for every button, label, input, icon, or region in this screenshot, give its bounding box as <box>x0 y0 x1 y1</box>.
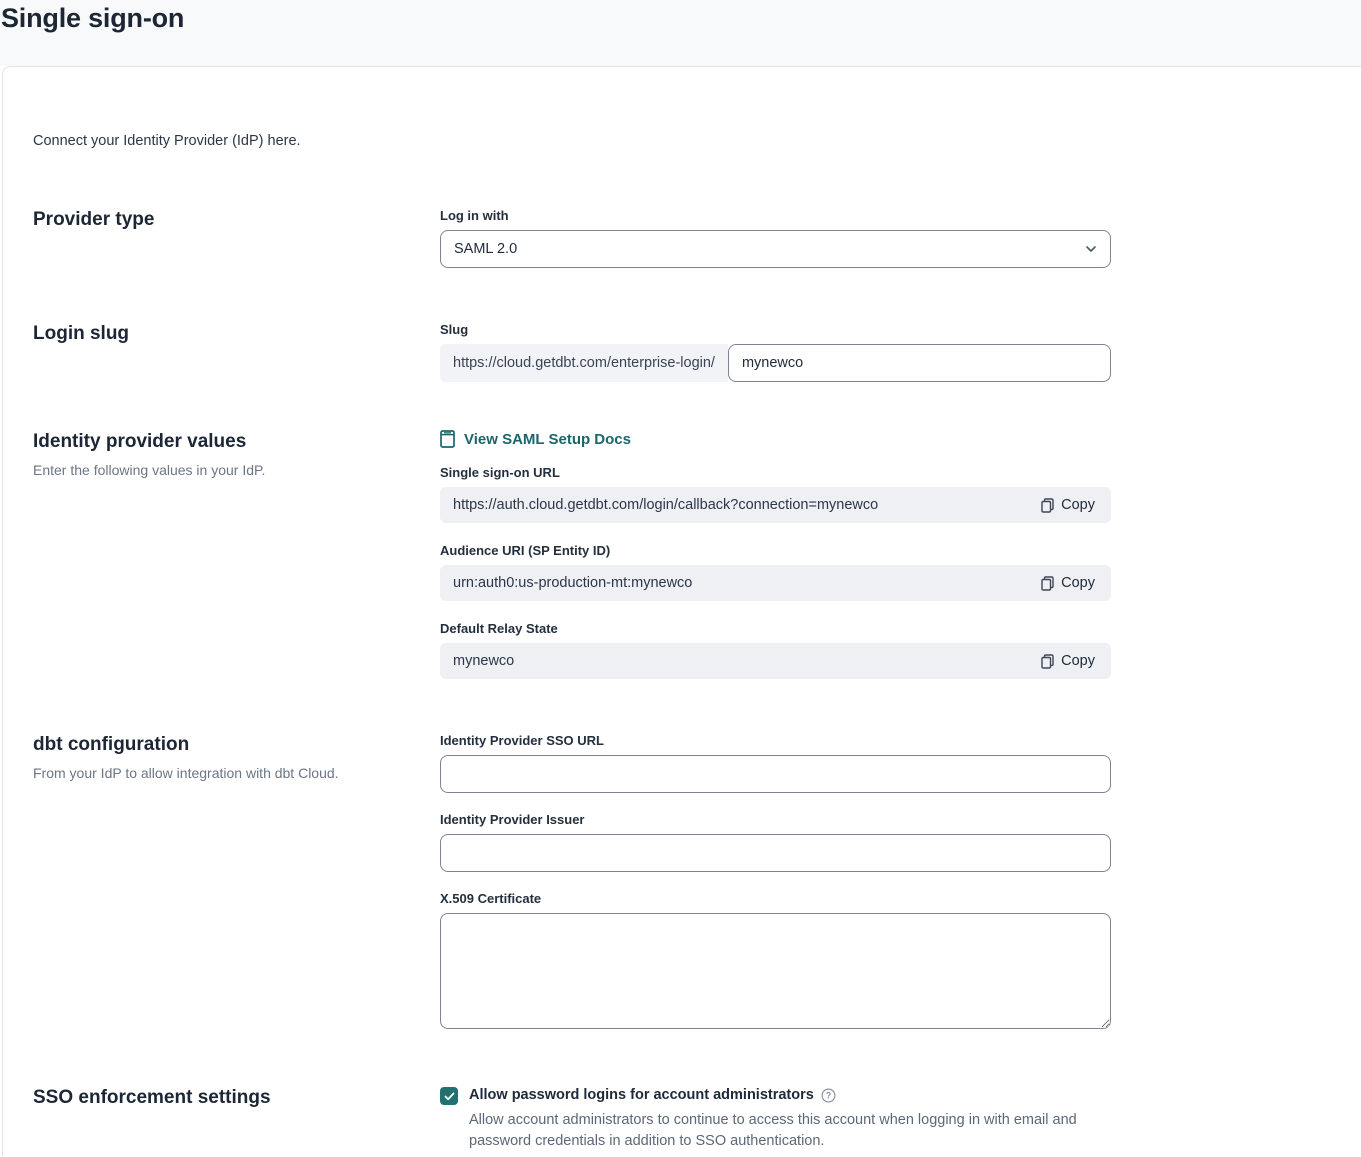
audience-uri-label: Audience URI (SP Entity ID) <box>440 543 611 558</box>
idp-values-heading: Identity provider values <box>33 431 247 452</box>
allow-password-logins-label: Allow password logins for account administrators ? <box>469 1087 836 1103</box>
audience-uri-copy-button[interactable] <box>1035 571 1101 595</box>
chevron-down-icon <box>1085 245 1097 253</box>
view-saml-docs-label: View SAML Setup Docs <box>464 430 631 448</box>
relay-state-field-group <box>440 621 1111 679</box>
svg-text:?: ? <box>825 1090 832 1101</box>
copy-button-label: Copy <box>1061 575 1095 591</box>
x509-certificate-textarea[interactable] <box>440 913 1111 1029</box>
slug-field-group <box>440 344 1111 382</box>
allow-password-logins-description: Allow account administrators to continue to access this account when logging in with email and password credentials in addition to SSO authentication. <box>469 1112 1077 1149</box>
relay-state-field <box>440 643 1111 679</box>
login-with-select[interactable] <box>440 230 1111 268</box>
sso-settings-card <box>2 66 1361 1156</box>
sso-url-field <box>440 487 1111 523</box>
login-with-selected-value: SAML 2.0 <box>454 241 518 257</box>
dbt-configuration-heading: dbt configuration <box>33 734 190 755</box>
sso-url-value: https://auth.cloud.getdbt.com/login/callback?connection=mynewco <box>453 497 879 513</box>
section-idp-values <box>33 430 1361 679</box>
relay-state-copy-button[interactable] <box>1035 649 1101 673</box>
slug-url-prefix: https://cloud.getdbt.com/enterprise-login/ <box>440 344 728 382</box>
sso-url-copy-button[interactable] <box>1035 493 1101 517</box>
slug-input[interactable] <box>728 344 1111 382</box>
page-title: Single sign-on <box>1 3 185 33</box>
login-with-label: Log in with <box>440 208 509 223</box>
allow-password-logins-row <box>440 1086 1111 1151</box>
section-dbt-configuration <box>33 733 1361 1034</box>
section-login-slug <box>33 322 1361 382</box>
allow-password-logins-checkbox[interactable] <box>440 1087 458 1105</box>
login-slug-heading: Login slug <box>33 323 130 344</box>
page-header <box>0 0 1361 66</box>
slug-label: Slug <box>440 322 469 337</box>
idp-sso-url-label: Identity Provider SSO URL <box>440 733 604 748</box>
sso-url-label: Single sign-on URL <box>440 465 560 480</box>
relay-state-value: mynewco <box>453 653 515 669</box>
view-saml-docs-link[interactable] <box>440 430 631 448</box>
section-sso-enforcement <box>33 1086 1361 1151</box>
copy-icon <box>1041 498 1054 513</box>
section-provider-type <box>33 208 1361 268</box>
audience-uri-field <box>440 565 1111 601</box>
x509-certificate-field-group <box>440 891 1111 1034</box>
copy-icon <box>1041 576 1054 591</box>
sso-enforcement-heading: SSO enforcement settings <box>33 1087 271 1108</box>
audience-uri-field-group <box>440 543 1111 601</box>
idp-values-subheading: Enter the following values in your IdP. <box>33 461 266 478</box>
relay-state-label: Default Relay State <box>440 621 558 636</box>
idp-issuer-label: Identity Provider Issuer <box>440 812 585 827</box>
copy-button-label: Copy <box>1061 497 1095 513</box>
dbt-configuration-subheading: From your IdP to allow integration with dbt Cloud. <box>33 764 339 781</box>
idp-sso-url-input[interactable] <box>440 755 1111 793</box>
idp-issuer-input[interactable] <box>440 834 1111 872</box>
idp-issuer-field-group <box>440 812 1111 872</box>
document-icon <box>440 430 455 448</box>
provider-type-heading: Provider type <box>33 209 155 230</box>
sso-url-field-group <box>440 465 1111 523</box>
intro-text: Connect your Identity Provider (IdP) here. <box>33 133 301 149</box>
idp-sso-url-field-group <box>440 733 1111 793</box>
copy-icon <box>1041 654 1054 669</box>
audience-uri-value: urn:auth0:us-production-mt:mynewco <box>453 575 693 591</box>
help-icon[interactable] <box>821 1088 836 1103</box>
x509-certificate-label: X.509 Certificate <box>440 891 542 906</box>
copy-button-label: Copy <box>1061 653 1095 669</box>
